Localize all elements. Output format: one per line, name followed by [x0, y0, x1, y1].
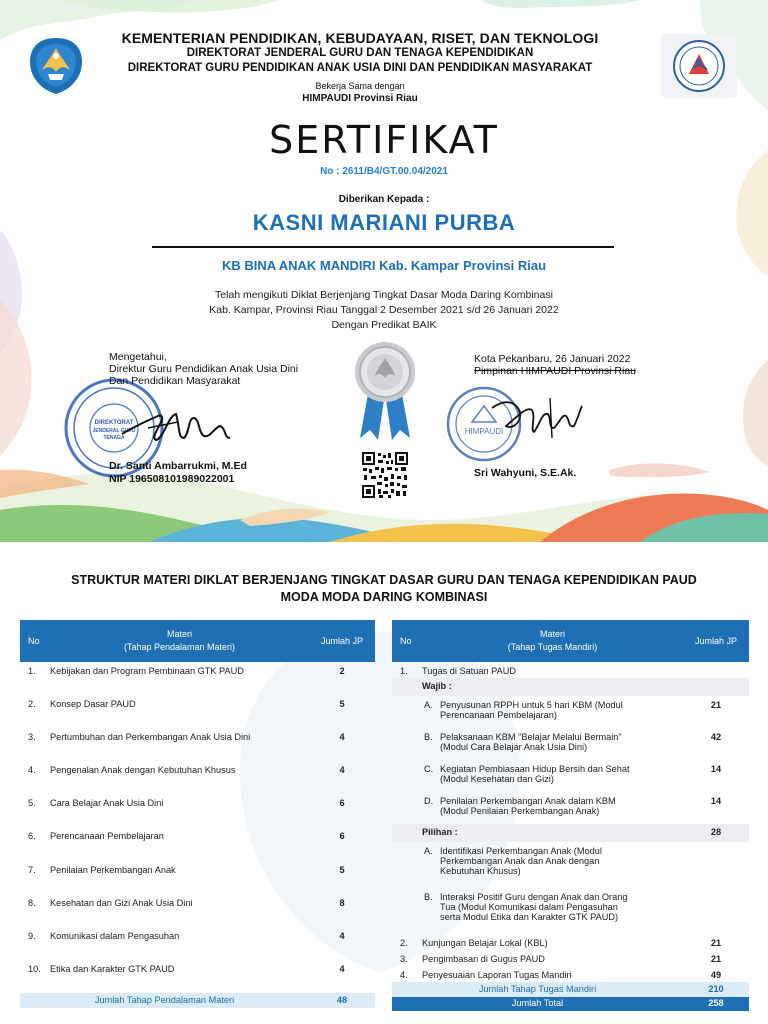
certificate-title: SERTIFIKAT: [269, 118, 499, 162]
pilihan-row-jp: [683, 888, 749, 934]
row-no: 7.: [28, 864, 36, 875]
right-col-materi-sub: (Tahap Tugas Mandiri): [507, 642, 598, 652]
pilihan-list: [392, 842, 749, 934]
right-table-header: [392, 620, 749, 662]
right-col-materi: [422, 620, 683, 662]
pilihan-header-body: [392, 824, 749, 842]
pilihan-line-3: serta Modul Etika dan Karakter GTK PAUD): [440, 912, 619, 922]
right-total-jp: 210: [683, 982, 749, 997]
wajib-line-2: Perencanaan Pembelajaran): [440, 710, 557, 720]
left-total-jp: 48: [309, 993, 375, 1008]
wajib-row: [392, 760, 749, 792]
cooperation-text: Bekerja Sama dengan: [315, 81, 405, 91]
right-table-rows-after: [392, 934, 749, 982]
wajib-row: [392, 696, 749, 728]
wajib-row-jp: 21: [710, 700, 722, 710]
left-total-label: Jumlah Tahap Pendalaman Materi: [20, 993, 309, 1008]
pilihan-text: [440, 892, 627, 922]
row-jp: 8: [339, 897, 345, 908]
right-signatory-block: [474, 353, 636, 377]
row-no: 4.: [400, 970, 408, 980]
left-col-no: No: [20, 620, 50, 662]
row-no: 3.: [400, 954, 408, 964]
wajib-letter: A.: [424, 700, 433, 710]
row-jp: 4: [339, 930, 345, 941]
wajib-row-jp: 14: [710, 764, 722, 774]
right-signatory-line-2: Pimpinan HIMPAUDI Provinsi Riau: [474, 365, 637, 377]
svg-text:JENDERAL GURU: JENDERAL GURU: [92, 428, 136, 434]
wajib-line-1: Penyusunan RPPH untuk 5 hari KBM (Modul: [440, 700, 623, 710]
in-depth-material-table: [20, 620, 375, 1008]
right-col-materi-label: Materi: [539, 629, 565, 639]
table-row: [20, 827, 375, 860]
row-jp: 21: [710, 954, 722, 964]
independent-task-table: [392, 620, 749, 1011]
right-col-no: No: [392, 620, 422, 662]
pilihan-line-3: Kebutuhan Khusus): [440, 866, 521, 876]
pilihan-row: [392, 888, 749, 934]
right-signatory-line-1: Kota Pekanbaru, 26 Januari 2022: [474, 353, 631, 365]
right-table-total-row: [392, 982, 749, 997]
directorate-title: DIREKTORAT GURU PENDIDIKAN ANAK USIA DINI DAN PENDIDIKAN MASYARAKAT: [127, 62, 593, 74]
row-jp: 4: [339, 963, 345, 974]
row-jp: 6: [339, 831, 345, 842]
right-signatory-name: Sri Wahyuni, S.E.Ak.: [474, 467, 577, 479]
row-jp: 2: [339, 666, 345, 676]
name-underline: [152, 246, 614, 248]
table-row: [392, 966, 749, 982]
row-no: 3.: [28, 732, 36, 743]
row-jp: 6: [339, 798, 345, 809]
pilihan-spacer: [392, 824, 422, 842]
table-row: [20, 761, 375, 794]
row-materi: Penyesuaian Laporan Tugas Mandiri: [422, 970, 572, 980]
certificate-header: [100, 30, 620, 105]
structure-title-line-1: STRUKTUR MATERI DIKLAT BERJENJANG TINGKAT DASAR GURU DAN TENAGA KEPENDIDIKAN PAUD: [71, 573, 697, 587]
wajib-row: [392, 728, 749, 760]
row-no: 10.: [28, 963, 41, 974]
pilihan-jp: 28: [683, 824, 749, 842]
wajib-materi: [422, 728, 683, 760]
left-signatory-block: [109, 351, 298, 387]
pilihan-line-2: Tua (Modul Komunikasi dalam Pengasuhan: [440, 902, 618, 912]
pilihan-row-jp: [683, 842, 749, 888]
row-materi: Kesehatan dan Gizi Anak Usia Dini: [50, 897, 193, 908]
left-col-materi-label: Materi: [166, 629, 192, 639]
left-signatory-line-1: Mengetahui,: [109, 351, 167, 363]
table-row: [20, 960, 375, 993]
himpaudi-emblem-icon: [671, 38, 727, 94]
left-table-body: [20, 662, 375, 993]
right-row-1-materi: Tugas di Satuan PAUD: [422, 666, 516, 676]
wajib-item: [424, 764, 683, 784]
row-materi: Kebijakan dan Program Pembinaan GTK PAUD: [50, 666, 244, 676]
row-no: 2.: [28, 699, 36, 710]
wajib-row-jp: 42: [710, 732, 722, 742]
left-signatory-name-block: [109, 460, 247, 486]
structure-sheet: [0, 542, 768, 1024]
wajib-line-1: Kegiatan Pembiasaan Hidup Bersih dan Sehat: [440, 764, 630, 774]
wajib-text: [440, 700, 623, 720]
row-no: 1.: [28, 666, 36, 676]
row-materi: Komunikasi dalam Pengasuhan: [50, 930, 180, 941]
pilihan-line-1: Interaksi Positif Guru dengan Anak dan Orang: [440, 892, 628, 902]
pilihan-materi: [422, 842, 683, 888]
certificate-description: [0, 288, 768, 333]
row-materi: Pertumbuhan dan Perkembangan Anak Usia Dini: [50, 732, 251, 743]
silver-medal-icon: [350, 338, 420, 442]
pilihan-letter: A.: [424, 846, 433, 856]
wajib-text: [440, 732, 622, 752]
left-signatory-name: Dr. Santi Ambarrukmi, M.Ed: [109, 460, 247, 472]
wajib-line-2: (Modul Kesehatan dan Gizi): [440, 774, 554, 784]
wajib-jp: [683, 678, 749, 696]
table-row: [20, 927, 375, 960]
left-signatory-line-2: Direktur Guru Pendidikan Anak Usia Dini: [109, 363, 299, 375]
recipient-institution: KB BINA ANAK MANDIRI Kab. Kampar Provinsi Riau: [221, 258, 547, 273]
right-col-jp: Jumlah JP: [683, 620, 749, 662]
pilihan-item: [424, 846, 683, 876]
wajib-materi: [422, 792, 683, 824]
right-table-body: [392, 662, 749, 696]
pilihan-line-1: Identifikasi Perkembangan Anak (Modul: [440, 846, 602, 856]
row-materi: Cara Belajar Anak Usia Dini: [50, 798, 164, 809]
row-no: 9.: [28, 930, 36, 941]
table-row: [20, 662, 375, 695]
structure-title-line-2: MODA MODA DARING KOMBINASI: [280, 590, 488, 604]
wajib-spacer: [392, 678, 422, 696]
row-jp: 4: [339, 765, 345, 776]
row-materi: Penilaian Perkembangan Anak: [50, 864, 176, 875]
row-materi: Konsep Dasar PAUD: [50, 699, 136, 710]
pilihan-text: [440, 846, 602, 876]
row-materi: Etika dan Karakter GTK PAUD: [50, 963, 175, 974]
pilihan-spacer-cell: [392, 888, 422, 934]
grand-total-jp: 258: [683, 997, 749, 1011]
left-signatory-nip: NIP 196508101989022001: [109, 473, 235, 485]
row-no: 2.: [400, 938, 408, 948]
table-row: [20, 695, 375, 728]
row-jp: 5: [339, 699, 345, 710]
wajib-spacer-cell: [392, 728, 422, 760]
ministry-title: KEMENTERIAN PENDIDIKAN, KEBUDAYAAN, RISET, DAN TEKNOLOGI: [121, 30, 599, 46]
himpaudi-stamp-text: HIMPAUDI: [464, 427, 504, 436]
directorate-general-title: DIREKTORAT JENDERAL GURU DAN TENAGA KEPENDIDIKAN: [186, 47, 534, 59]
row-materi: Perencanaan Pembelajaran: [50, 831, 164, 842]
wajib-letter: B.: [424, 732, 433, 742]
left-signature: [118, 398, 238, 452]
wajib-line-1: Pelaksanaan KBM "Belajar Melalui Bermain": [440, 732, 622, 742]
left-table-header: [20, 620, 375, 662]
row-jp: 49: [710, 970, 722, 980]
right-signature: [486, 388, 586, 448]
left-col-materi-sub: (Tahap Pendalaman Materi): [123, 642, 236, 652]
wajib-line-1: Penilaian Perkembangan Anak dalam KBM: [440, 796, 616, 806]
certificate-number: No : 2611/B4/GT.00.04/2021: [320, 166, 448, 177]
wajib-spacer-cell: [392, 696, 422, 728]
table-row: [20, 728, 375, 761]
svg-text:DIREKTORAT: DIREKTORAT: [94, 420, 134, 426]
row-jp: 21: [710, 938, 722, 948]
wajib-item: [424, 732, 683, 752]
pilihan-item: [424, 892, 683, 922]
wajib-item: [424, 700, 683, 720]
partner-name: HIMPAUDI Provinsi Riau: [302, 93, 418, 104]
pilihan-materi: [422, 888, 683, 934]
pilihan-line-2: Perkembangan Anak dan Anak dengan: [440, 856, 600, 866]
himpaudi-logo: [661, 34, 737, 98]
recipient-name: KASNI MARIANI PURBA: [252, 210, 516, 235]
wajib-line-2: (Modul Penilaian Perkembangan Anak): [440, 806, 600, 816]
wajib-row: [392, 792, 749, 824]
row-no: 6.: [28, 831, 36, 842]
wajib-line-2: (Modul Cara Belajar Anak Usia Dini): [440, 742, 588, 752]
row-no: 8.: [28, 897, 36, 908]
table-row: [392, 950, 749, 966]
description-line-1: Telah mengikuti Diklat Berjenjang Tingkat Dasar Moda Daring Kombinasi: [215, 289, 553, 301]
given-to-label: Diberikan Kepada :: [338, 194, 430, 205]
tut-wuri-handayani-logo: [24, 34, 88, 98]
left-col-materi: [50, 620, 309, 662]
wajib-spacer-cell: [392, 792, 422, 824]
wajib-materi: [422, 760, 683, 792]
wajib-materi: [422, 696, 683, 728]
table-row: [20, 794, 375, 827]
left-table-total-row: [20, 993, 375, 1008]
table-row: [20, 861, 375, 894]
wajib-spacer-cell: [392, 760, 422, 792]
wajib-list: [392, 696, 749, 824]
right-row-1-jp: [683, 662, 749, 678]
grand-total-row: [392, 997, 749, 1011]
row-no: 5.: [28, 798, 36, 809]
structure-title: [40, 572, 728, 606]
left-signatory-line-3: Dan Pendidikan Masyarakat: [109, 375, 241, 387]
grand-total-label: Jumlah Total: [392, 997, 683, 1011]
row-no: 4.: [28, 765, 36, 776]
row-materi: Pengimbasan di Gugus PAUD: [422, 954, 545, 964]
wajib-letter: D.: [424, 796, 434, 806]
row-jp: 4: [339, 732, 345, 743]
right-row-1: [392, 662, 749, 678]
pilihan-spacer-cell: [392, 842, 422, 888]
pilihan-label-row: [392, 824, 749, 842]
pilihan-letter: B.: [424, 892, 433, 902]
right-row-1-no: 1.: [400, 666, 408, 676]
pilihan-row: [392, 842, 749, 888]
pilihan-label: Pilihan :: [422, 824, 683, 842]
right-total-label: Jumlah Tahap Tugas Mandiri: [392, 982, 683, 997]
qr-code[interactable]: [361, 451, 409, 499]
row-jp: 5: [339, 864, 345, 875]
wajib-row-jp: 14: [710, 796, 722, 806]
left-col-jp: Jumlah JP: [309, 620, 375, 662]
wajib-label: Wajib :: [422, 678, 683, 696]
svg-text:TENAGA: TENAGA: [103, 435, 125, 441]
row-materi: Pengenalan Anak dengan Kebutuhan Khusus: [50, 765, 236, 776]
description-line-3: Dengan Predikat BAIK: [331, 319, 437, 331]
row-materi: Kunjungan Belajar Lokal (KBL): [422, 938, 548, 948]
description-line-2: Kab. Kampar, Provinsi Riau Tanggal 2 Desember 2021 s/d 26 Januari 2022: [209, 304, 559, 316]
wajib-item: [424, 796, 683, 816]
table-row: [20, 894, 375, 927]
wajib-text: [440, 796, 616, 816]
table-row: [392, 934, 749, 950]
wajib-letter: C.: [424, 764, 434, 774]
wajib-text: [440, 764, 630, 784]
wajib-label-row: [392, 678, 749, 696]
